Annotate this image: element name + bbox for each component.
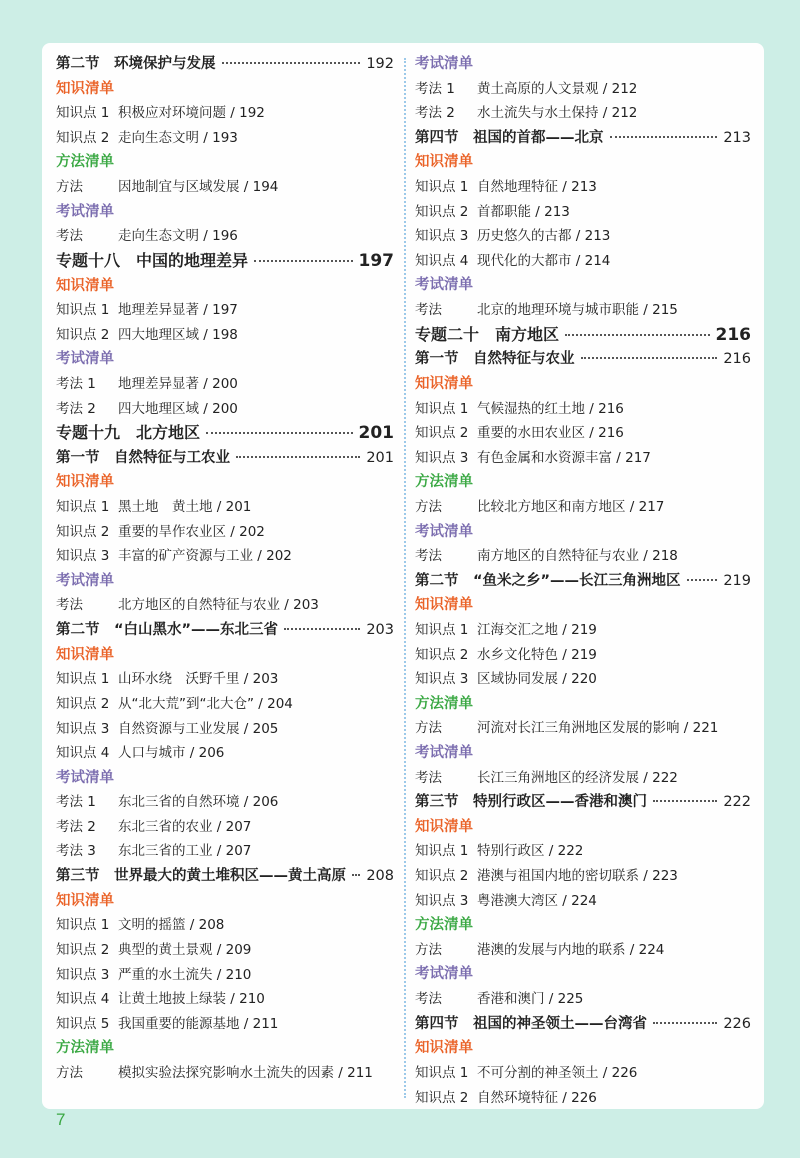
entry-label: 方法 [415,941,442,958]
list-heading-zhishi: 知识清单 [56,892,114,909]
list-heading-kaoshi: 考试清单 [415,277,473,294]
toc-entry[interactable] [56,520,394,545]
toc-entry[interactable] [56,495,394,520]
entry-label: 知识点 1 [56,105,110,122]
entry-text: 让黄土地披上绿装 / 210 [118,991,265,1008]
toc-entry[interactable] [415,101,751,126]
entry-label: 考法 2 [56,400,96,417]
entry-text: 重要的旱作农业区 / 202 [118,523,265,540]
entry-text: 特别行政区 / 222 [477,843,584,860]
toc-entry[interactable] [56,667,394,692]
section-title: 第二节 “鱼米之乡”——长江三角洲地区 [415,572,681,589]
entry-label: 考法 [56,597,83,614]
toc-entry[interactable] [415,667,751,692]
toc-entry[interactable] [415,889,751,914]
toc-chapter[interactable] [56,249,394,274]
entry-label: 方法 [415,720,442,737]
entry-text: 有色金属和水资源丰富 / 217 [477,449,651,466]
toc-heading [56,200,394,225]
entry-text: 东北三省的农业 / 207 [118,818,252,835]
section-page-number: 213 [723,129,751,146]
toc-section[interactable] [56,52,394,77]
dot-leader [352,874,360,876]
toc-heading [56,1036,394,1061]
list-heading-zhishi: 知识清单 [415,376,473,392]
entry-label: 知识点 3 [415,892,469,909]
entry-text: 文明的摇篮 / 208 [118,917,225,934]
section-title: 第四节 祖国的首都——北京 [415,129,604,146]
entry-text: 北京的地理环境与城市职能 / 215 [477,302,678,319]
toc-entry[interactable] [56,717,394,742]
entry-label: 方法 [56,179,83,196]
toc-entry[interactable] [56,544,394,569]
entry-label: 考法 2 [415,105,455,122]
toc-heading [415,52,751,77]
toc-entry[interactable] [415,544,751,569]
toc-entry[interactable] [415,200,751,225]
toc-heading [56,347,394,372]
entry-label: 知识点 3 [415,671,469,688]
toc-heading [56,643,394,668]
toc-section[interactable] [415,1012,751,1037]
section-page-number: 201 [366,449,394,466]
toc-entry[interactable] [415,839,751,864]
toc-entry[interactable] [415,421,751,446]
section-title: 第三节 特别行政区——香港和澳门 [415,794,647,811]
chapter-title: 专题十八 中国的地理差异 [56,250,249,270]
entry-label: 考法 1 [415,80,455,97]
entry-label: 考法 [415,991,442,1008]
entry-text: 地理差异显著 / 200 [118,375,238,392]
dot-leader [610,136,718,138]
entry-label: 考法 1 [56,794,96,811]
entry-text: 自然环境特征 / 226 [477,1089,597,1106]
entry-label: 知识点 2 [415,868,469,885]
list-heading-zhishi: 知识清单 [56,80,114,97]
toc-heading [415,273,751,298]
entry-text: 粤港澳大湾区 / 224 [477,892,597,909]
entry-text: 因地制宜与区域发展 / 194 [118,179,279,196]
toc-chapter[interactable] [56,421,394,446]
toc-entry[interactable] [56,101,394,126]
toc-entry[interactable] [56,323,394,348]
list-heading-zhishi: 知识清单 [415,818,473,835]
toc-entry[interactable] [56,1061,394,1086]
toc-section[interactable] [415,347,751,372]
section-title: 第二节 环境保护与发展 [56,56,216,72]
section-title: 第四节 祖国的神圣领土——台湾省 [415,1015,647,1032]
toc-section[interactable] [56,864,394,889]
toc-heading [56,766,394,791]
toc-entry[interactable] [415,643,751,668]
toc-heading [415,470,751,495]
dot-leader [653,1022,717,1024]
entry-text: 黄土高原的人文景观 / 212 [477,80,638,97]
toc-entry[interactable] [415,716,751,741]
entry-text: 走向生态文明 / 196 [118,228,238,245]
entry-label: 知识点 1 [56,671,110,688]
toc-entry[interactable] [415,938,751,963]
dot-leader [222,62,361,64]
toc-entry[interactable] [56,790,394,815]
toc-entry[interactable] [56,397,394,422]
list-heading-fangfa: 方法清单 [415,474,473,491]
chapter-title: 专题十九 北方地区 [56,423,201,443]
toc-heading [415,1036,751,1061]
entry-text: 历史悠久的古都 / 213 [477,228,611,245]
dot-leader [653,800,717,802]
entry-label: 知识点 1 [415,622,469,639]
toc-heading [415,372,751,397]
entry-label: 知识点 2 [415,425,469,442]
entry-label: 知识点 2 [56,695,110,712]
section-page-number: 216 [723,351,751,368]
toc-heading [415,913,751,938]
chapter-title: 专题二十 南方地区 [415,324,560,344]
entry-text: 东北三省的工业 / 207 [118,843,252,860]
entry-label: 知识点 2 [56,523,110,540]
entry-label: 知识点 4 [56,991,110,1008]
toc-left-column [56,52,394,1086]
entry-label: 知识点 5 [56,1015,110,1032]
dot-leader [254,260,352,262]
toc-entry[interactable] [56,963,394,988]
toc-heading [415,815,751,840]
toc-section[interactable] [56,618,394,643]
toc-entry[interactable] [415,495,751,520]
entry-text: 比较北方地区和南方地区 / 217 [477,498,665,515]
entry-label: 知识点 2 [56,129,110,146]
section-title: 第一节 自然特征与工农业 [56,449,230,466]
section-title: 第一节 自然特征与农业 [415,351,575,368]
list-heading-kaoshi: 考试清单 [56,769,114,786]
entry-label: 知识点 2 [415,203,469,220]
entry-label: 知识点 1 [415,400,469,417]
entry-label: 考法 2 [56,818,96,835]
entry-text: 人口与城市 / 206 [118,745,225,762]
entry-text: 自然资源与工业发展 / 205 [118,720,279,737]
entry-text: 从“北大荒”到“北大仓” / 204 [118,695,293,712]
entry-text: 水乡文化特色 / 219 [477,646,597,663]
entry-label: 知识点 1 [415,843,469,860]
toc-section[interactable] [415,569,751,594]
entry-label: 考法 [56,228,83,245]
toc-entry[interactable] [56,224,394,249]
toc-heading [415,741,751,766]
entry-text: 北方地区的自然特征与农业 / 203 [118,597,319,614]
entry-text: 走向生态文明 / 193 [118,129,238,146]
toc-section[interactable] [415,126,751,151]
entry-text: 丰富的矿产资源与工业 / 202 [118,548,292,565]
entry-label: 考法 [415,769,442,786]
list-heading-fangfa: 方法清单 [56,1040,114,1057]
toc-entry[interactable] [415,249,751,274]
entry-label: 方法 [415,498,442,515]
entry-label: 知识点 1 [56,917,110,934]
toc-section[interactable] [56,446,394,471]
list-heading-kaoshi: 考试清单 [415,523,473,540]
section-page-number: 222 [723,794,751,811]
entry-text: 四大地理区域 / 198 [118,326,238,343]
section-page-number: 226 [723,1015,751,1032]
section-page-number: 203 [366,622,394,639]
toc-heading [56,569,394,594]
toc-right-column [415,52,751,1110]
entry-label: 考法 1 [56,375,96,392]
entry-label: 方法 [56,1064,83,1081]
toc-entry[interactable] [56,741,394,766]
list-heading-zhishi: 知识清单 [415,154,473,171]
toc-entry[interactable] [56,372,394,397]
entry-text: 模拟实验法探究影响水土流失的因素 / 211 [118,1064,373,1081]
entry-label: 考法 [415,302,442,319]
entry-text: 黑土地 黄土地 / 201 [118,499,252,516]
toc-entry[interactable] [415,224,751,249]
entry-text: 重要的水田农业区 / 216 [477,425,624,442]
toc-entry[interactable] [56,692,394,717]
entry-text: 气候湿热的红土地 / 216 [477,400,624,417]
entry-text: 水土流失与水土保持 / 212 [477,105,638,122]
chapter-page-number: 197 [358,250,394,271]
dot-leader [236,456,360,458]
entry-label: 知识点 3 [56,720,110,737]
entry-label: 知识点 1 [415,1064,469,1081]
toc-heading [415,150,751,175]
toc-entry[interactable] [415,766,751,791]
toc-entry[interactable] [56,913,394,938]
dot-leader [284,628,360,630]
toc-entry[interactable] [56,175,394,200]
entry-text: 长江三角洲地区的经济发展 / 222 [477,769,678,786]
list-heading-zhishi: 知识清单 [56,646,114,663]
dot-leader [206,432,352,434]
toc-heading [415,520,751,545]
toc-entry[interactable] [415,175,751,200]
entry-text: 地理差异显著 / 197 [118,302,238,319]
entry-text: 现代化的大都市 / 214 [477,252,611,269]
section-page-number: 219 [723,572,751,589]
entry-label: 知识点 2 [56,326,110,343]
entry-label: 知识点 3 [415,449,469,466]
toc-heading [56,470,394,495]
toc-heading [415,593,751,618]
list-heading-fangfa: 方法清单 [415,917,473,934]
toc-entry[interactable] [415,77,751,102]
list-heading-fangfa: 方法清单 [56,154,114,171]
toc-entry[interactable] [56,1012,394,1037]
entry-text: 山环水绕 沃野千里 / 203 [118,671,279,688]
entry-label: 知识点 3 [56,966,110,983]
section-page-number: 208 [366,868,394,885]
entry-text: 区域协同发展 / 220 [477,671,597,688]
entry-text: 港澳与祖国内地的密切联系 / 223 [477,868,678,885]
entry-label: 知识点 2 [56,941,110,958]
toc-entry[interactable] [415,618,751,643]
entry-label: 知识点 2 [415,646,469,663]
toc-entry[interactable] [415,446,751,471]
list-heading-kaoshi: 考试清单 [56,351,114,368]
entry-text: 积极应对环境问题 / 192 [118,105,265,122]
toc-entry[interactable] [56,938,394,963]
list-heading-zhishi: 知识清单 [56,474,114,491]
entry-text: 首都职能 / 213 [477,203,570,220]
toc-section[interactable] [415,790,751,815]
toc-heading [56,77,394,102]
toc-entry[interactable] [415,1061,751,1086]
toc-entry[interactable] [56,815,394,840]
toc-heading [415,962,751,987]
toc-entry[interactable] [56,839,394,864]
toc-heading [56,150,394,175]
toc-entry[interactable] [415,397,751,422]
entry-text: 典型的黄土景观 / 209 [118,941,252,958]
list-heading-kaoshi: 考试清单 [415,56,473,72]
list-heading-kaoshi: 考试清单 [56,203,114,220]
entry-text: 四大地理区域 / 200 [118,400,238,417]
toc-entry[interactable] [415,298,751,323]
entry-text: 南方地区的自然特征与农业 / 218 [477,548,678,565]
toc-entry[interactable] [56,593,394,618]
toc-heading [56,274,394,299]
entry-label: 知识点 3 [56,548,110,565]
toc-entry[interactable] [56,126,394,151]
entry-label: 知识点 2 [415,1089,469,1106]
toc-entry[interactable] [56,987,394,1012]
dot-leader [687,579,718,581]
entry-text: 河流对长江三角洲地区发展的影响 / 221 [477,720,719,737]
list-heading-kaoshi: 考试清单 [415,966,473,983]
entry-text: 不可分割的神圣领土 / 226 [477,1064,638,1081]
entry-label: 考法 3 [56,843,96,860]
list-heading-fangfa: 方法清单 [415,695,473,712]
chapter-page-number: 201 [358,423,394,444]
list-heading-zhishi: 知识清单 [415,1040,473,1057]
dot-leader [565,334,709,336]
column-divider [404,58,406,1098]
toc-heading [415,692,751,717]
page-number: 7 [56,1110,66,1129]
list-heading-kaoshi: 考试清单 [56,572,114,589]
entry-label: 知识点 1 [415,179,469,196]
dot-leader [581,357,718,359]
toc-heading [56,889,394,914]
section-title: 第二节 “白山黑水”——东北三省 [56,622,279,639]
entry-text: 东北三省的自然环境 / 206 [118,794,279,811]
toc-entry[interactable] [415,987,751,1012]
entry-label: 知识点 4 [415,252,469,269]
entry-text: 我国重要的能源基地 / 211 [118,1015,279,1032]
section-title: 第三节 世界最大的黄土堆积区——黄土高原 [56,868,346,885]
entry-label: 知识点 4 [56,745,110,762]
entry-label: 考法 [415,548,442,565]
entry-text: 港澳的发展与内地的联系 / 224 [477,941,665,958]
section-page-number: 192 [366,56,394,72]
entry-text: 严重的水土流失 / 210 [118,966,252,983]
list-heading-zhishi: 知识清单 [415,597,473,614]
entry-label: 知识点 1 [56,302,110,319]
entry-text: 自然地理特征 / 213 [477,179,597,196]
toc-entry[interactable] [56,298,394,323]
toc-entry[interactable] [415,864,751,889]
entry-label: 知识点 1 [56,499,110,516]
entry-label: 知识点 3 [415,228,469,245]
toc-entry[interactable] [415,1086,751,1111]
entry-text: 江海交汇之地 / 219 [477,622,597,639]
list-heading-zhishi: 知识清单 [56,277,114,294]
chapter-page-number: 216 [715,324,751,345]
toc-chapter[interactable] [415,323,751,348]
entry-text: 香港和澳门 / 225 [477,991,584,1008]
list-heading-kaoshi: 考试清单 [415,745,473,761]
